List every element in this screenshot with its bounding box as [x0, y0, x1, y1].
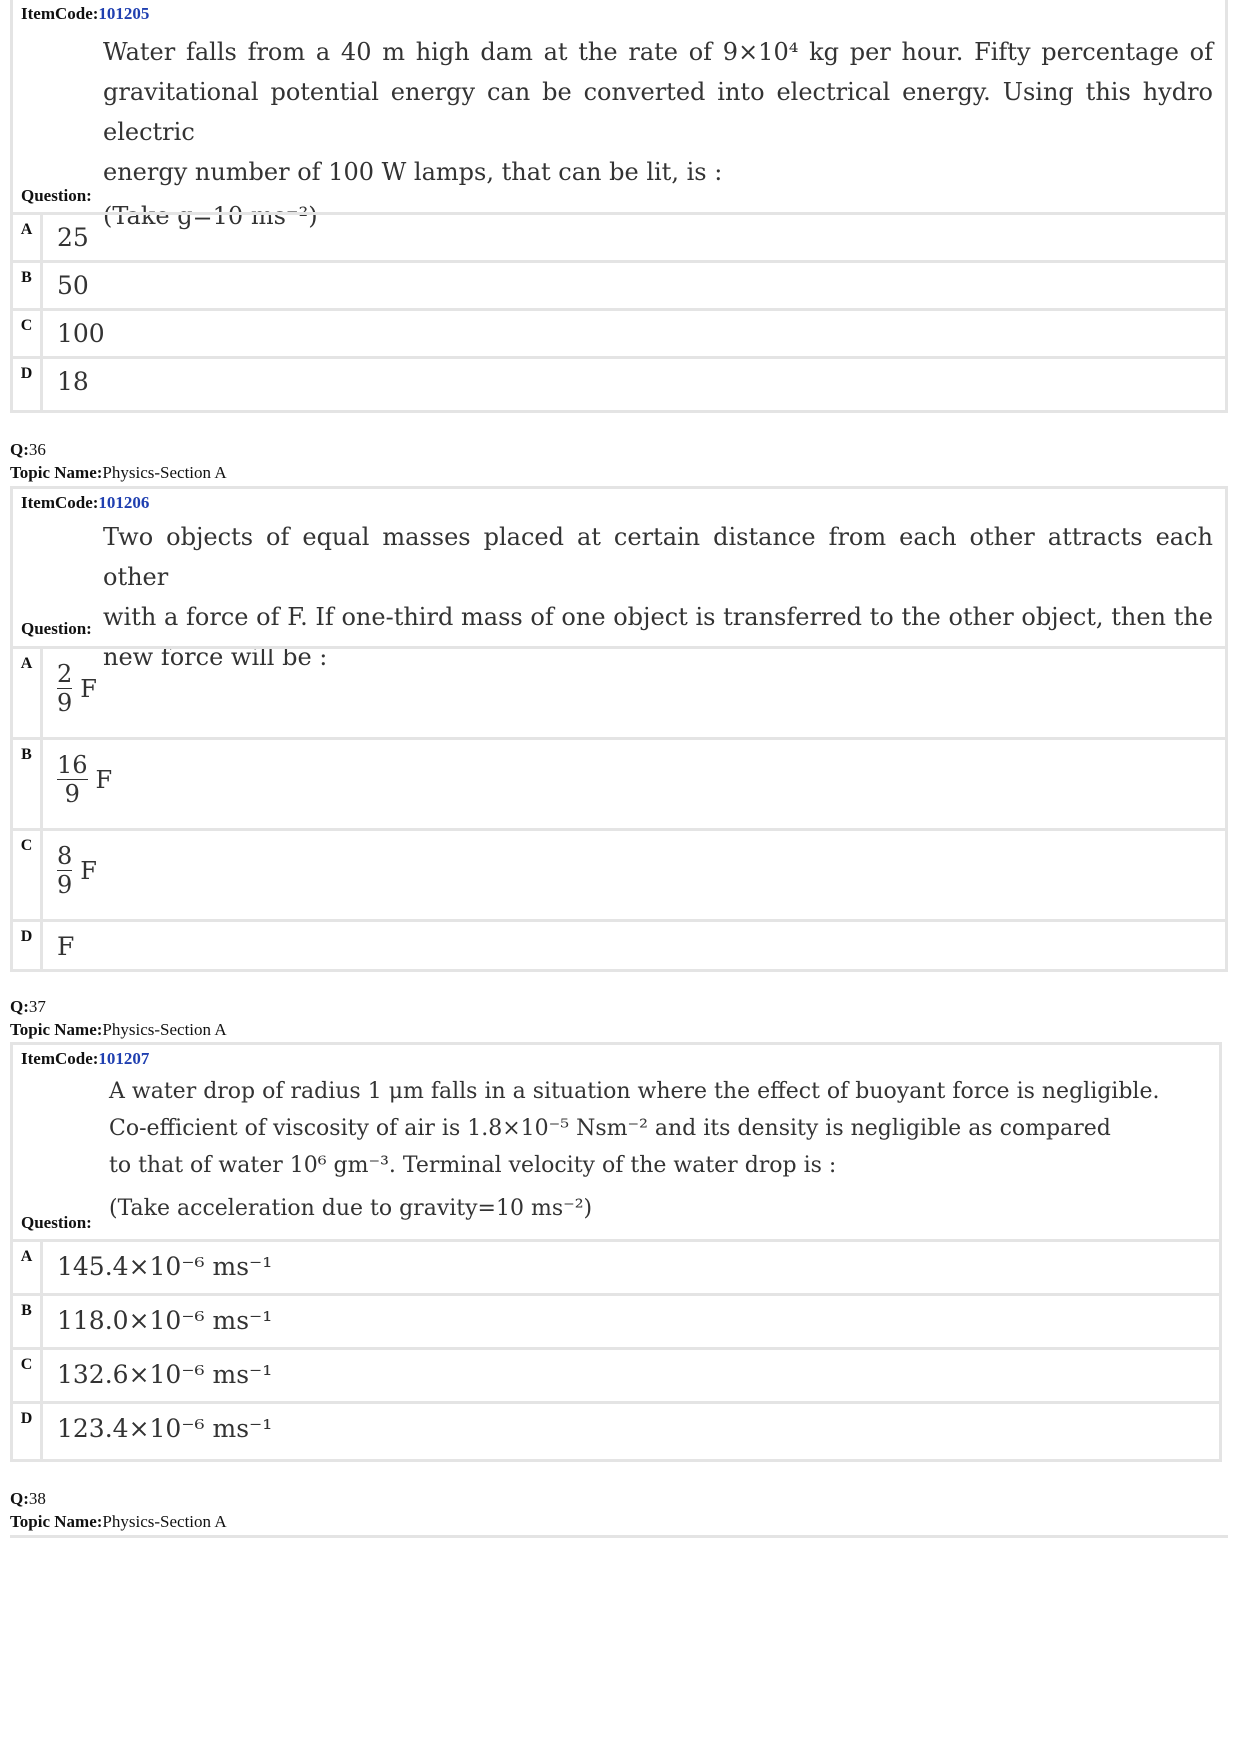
item-code: ItemCode:101205 — [21, 4, 150, 23]
option-value: $\frac{2}{9}$ F — [57, 660, 97, 717]
question-line: Water falls from a 40 m high dam at the rate of 9×10⁴ kg per hour. Fifty percentage of — [103, 38, 1213, 66]
section-divider — [10, 1535, 1228, 1538]
question-card-101205 — [10, 0, 1228, 413]
option-value: 145.4×10⁻⁶ ms⁻¹ — [57, 1252, 273, 1281]
option-letter: D — [13, 1404, 43, 1462]
question-label: Question: — [21, 619, 92, 638]
option-value: $\frac{16}{9}$ F — [57, 751, 113, 808]
question-card-101206 — [10, 486, 1228, 972]
fraction: $\frac{2}{9}$ — [57, 660, 73, 717]
option-c[interactable] — [13, 828, 1225, 922]
question-card-101207 — [10, 1042, 1222, 1462]
option-letter: B — [13, 1296, 43, 1350]
question-line: gravitational potential energy can be converted into electrical energy. Using this hydro electric — [103, 78, 1213, 146]
question-text — [103, 32, 1213, 236]
option-d[interactable] — [13, 1401, 1219, 1462]
fraction: $\frac{8}{9}$ — [57, 842, 73, 899]
option-letter: C — [13, 831, 43, 922]
topic-name: Topic Name:Physics-Section A — [10, 1020, 227, 1039]
question-line: energy number of 100 W lamps, that can be lit, is : — [103, 158, 723, 186]
item-code: ItemCode:101206 — [21, 493, 150, 512]
question-line: Two objects of equal masses placed at certain distance from each other attracts each other — [103, 523, 1213, 591]
option-value: F — [57, 932, 75, 961]
topic-name: Topic Name:Physics-Section A — [10, 463, 227, 482]
topic-name: Topic Name:Physics-Section A — [10, 1512, 227, 1531]
option-value: 18 — [57, 367, 89, 396]
option-value: 132.6×10⁻⁶ ms⁻¹ — [57, 1360, 273, 1389]
item-code: ItemCode:101207 — [21, 1049, 150, 1068]
question-text — [109, 1073, 1160, 1227]
option-a[interactable] — [13, 212, 1225, 263]
question-line: (Take acceleration due to gravity=10 ms⁻²) — [109, 1196, 593, 1221]
question-number: Q:37 — [10, 997, 46, 1016]
option-letter: D — [13, 922, 43, 972]
option-letter: A — [13, 1242, 43, 1296]
question-number: Q:36 — [10, 440, 46, 459]
option-a[interactable] — [13, 1239, 1219, 1296]
option-value: 50 — [57, 271, 89, 300]
option-d[interactable] — [13, 356, 1225, 413]
option-b[interactable] — [13, 737, 1225, 831]
option-letter: C — [13, 1350, 43, 1404]
option-letter: A — [13, 215, 43, 263]
option-b[interactable] — [13, 260, 1225, 311]
question-label: Question: — [21, 1213, 92, 1232]
option-letter: B — [13, 740, 43, 831]
option-value: 123.4×10⁻⁶ ms⁻¹ — [57, 1414, 273, 1443]
question-line: (Take g=10 ms⁻²) — [103, 202, 318, 230]
option-letter: B — [13, 263, 43, 311]
question-line: new force will be : — [103, 643, 328, 671]
option-d[interactable] — [13, 919, 1225, 972]
option-a[interactable] — [13, 646, 1225, 740]
question-label: Question: — [21, 186, 92, 205]
option-letter: A — [13, 649, 43, 740]
option-value: $\frac{8}{9}$ F — [57, 842, 97, 899]
option-value: 25 — [57, 223, 89, 252]
fraction: $\frac{16}{9}$ — [57, 751, 88, 808]
option-letter: C — [13, 311, 43, 359]
option-c[interactable] — [13, 308, 1225, 359]
question-line: with a force of F. If one-third mass of one object is transferred to the other object, then the — [103, 603, 1213, 631]
option-letter: D — [13, 359, 43, 413]
question-line: Co-efficient of viscosity of air is 1.8×10⁻⁵ Nsm⁻² and its density is negligible as compared — [109, 1116, 1111, 1141]
question-line: A water drop of radius 1 μm falls in a situation where the effect of buoyant force is negligible. — [109, 1079, 1160, 1104]
option-value: 118.0×10⁻⁶ ms⁻¹ — [57, 1306, 273, 1335]
option-c[interactable] — [13, 1347, 1219, 1404]
option-value: 100 — [57, 319, 105, 348]
question-line: to that of water 10⁶ gm⁻³. Terminal velocity of the water drop is : — [109, 1153, 837, 1178]
question-number: Q:38 — [10, 1489, 46, 1508]
option-b[interactable] — [13, 1293, 1219, 1350]
